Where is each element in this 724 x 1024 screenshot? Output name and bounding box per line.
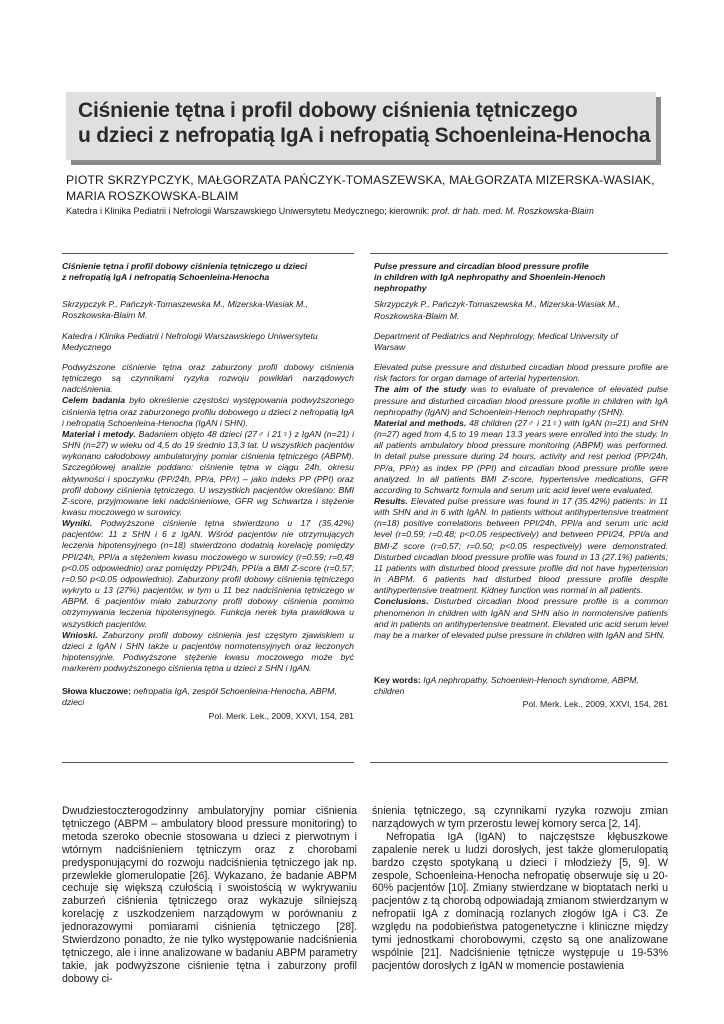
abstract-pl-aim: Celem badania było określenie częstości występowania podwyższonego ciśnienia tętna oraz zaburzonego profilu dobowego u dzieci z nefropatią IgA i nefropatią Schoenleina-Henocha (IgAN i SHN). — [62, 395, 354, 428]
abstract-pl-keywords: Słowa kluczowe: nefropatia IgA, zespół Schoenleina-Henocha, ABPM, dzieci — [62, 686, 337, 708]
abstract-pl-intro: Podwyższone ciśnienie tętna oraz zaburzony profil dobowy ciśnienia tętniczego są czynnikami ryzyka rozwoju powikłań narządowych nadciśnienia. — [62, 361, 354, 395]
abstract-pl-dept-2: Medycznego — [62, 341, 112, 352]
abstract-en-authors-1: Skrzypczyk P., Pańczyk-Tomaszewska M., Mizerska-Wasiak M., — [374, 299, 621, 310]
abstract-en-title-2: in children with IgA nephropathy and Shoenlein-Henoch — [374, 272, 606, 283]
abstract-pl-dept-1: Katedra i Klinika Pediatrii i Nefrologii Warszawskiego Uniwersytetu — [62, 330, 318, 341]
abstract-pl-title-1: Ciśnienie tętna i profil dobowy ciśnienia tętniczego u dzieci — [62, 261, 308, 271]
affiliation-head: prof. dr hab. med. M. Roszkowska-Blaim — [431, 206, 594, 216]
title-box — [66, 92, 656, 160]
abstract-en-dept-1: Department of Pediatrics and Nephrology, Medical University of — [374, 330, 618, 341]
author-list — [66, 172, 666, 204]
affiliation — [66, 205, 666, 217]
abstract-en-keywords: Key words: IgA nephropathy, Schoenlein-Henoch syndrome, ABPM, children — [374, 675, 639, 697]
abstract-polish — [62, 261, 354, 722]
abstract-pl-authors-2: Roszkowska-Blaim M. — [62, 310, 148, 321]
article-title — [78, 98, 650, 148]
abstract-en-authors-2: Roszkowska-Blaim M. — [374, 310, 460, 321]
abstract-en-intro: Elevated pulse pressure and disturbed circadian blood pressure profile are risk factors for organ damage of arterial hypertension. — [374, 362, 668, 384]
article-title-line-1: Ciśnienie tętna i profil dobowy ciśnienia tętniczego — [78, 99, 578, 122]
body-column-right — [372, 805, 668, 973]
abstract-en-title-3: nephropathy — [374, 283, 427, 294]
author-line-2: MARIA ROSZKOWSKA-BLAIM — [66, 189, 239, 203]
abstract-en-dept-2: Warsaw — [374, 341, 406, 352]
abstract-en-methods: Material and methods. 48 children (27♂ i 21♀) with IgAN (n=21) and SHN (n=27) aged from 4,5 to 19 mean 13.3 years were enrolled into the study. In all patients ambulatory blood pressure monitoring (ABPM) was performed. In detail pulse pressure during 24 hours, activity and rest period (PP/24h, PP/a, PP/r) as index PP (PPI) and circadian blood pressure profile were analyzed. In all patients BMI Z-score, hypertensive medications, GFR according to Schwartz formula and serum uric acid level were evaluated. — [374, 417, 668, 495]
abstract-rule-right-top — [370, 253, 668, 254]
abstract-pl-title-2: z nefropatią IgA i nefropatią Schoenleina-Henocha — [62, 272, 270, 283]
abstract-pl-methods: Materiał i metody. Badaniem objęto 48 dzieci (27♂ i 21♀) z IgAN (n=21) i SHN (n=27) w wieku od 4,5 do 19 średnio 13,3 lat. U wszystkich pacjentów wykonano całodobowy ambulatoryjny pomiar ciśnienia tętniczego (ABPM). Szczegółowej analizie poddano: ciśnienie tętna w ciągu 24h, okresu aktywności i spoczynku (PP/24h, PP/a, PP/r) – jako indeks PP (PPI) oraz profil dobowy ciśnienia tętniczego. U wszystkich pacjentów określano: BMI Z-score, przyjmowane leki nadciśnieniowe, GFR wg Schwartza i stężenie kwasu moczowego w surowicy. — [62, 428, 355, 517]
abstract-rule-left-bottom — [62, 762, 354, 763]
author-line-1: PIOTR SKRZYPCZYK, MAŁGORZATA PAŃCZYK-TOMASZEWSKA, MAŁGORZATA MIZERSKA-WASIAK, — [66, 173, 655, 187]
abstract-en-aim: The aim of the study was to evaluate of prevalence of elevated pulse pressure and disturbed circadian blood pressure profile in children with IgA nephropathy (IgAN) and Schoenlein-Henoch nephropathy (SHN). — [374, 384, 668, 417]
abstract-rule-left-top — [62, 253, 354, 254]
abstract-english — [374, 261, 668, 710]
abstract-en-title-1: Pulse pressure and circadian blood pressure profile — [374, 261, 589, 271]
article-title-line-2: u dzieci z nefropatią IgA i nefropatią Schoenleina-Henocha — [78, 124, 651, 147]
abstract-en-conclusions: Conclusions. Disturbed circadian blood pressure profile is a common phenomenon in children with IgAN and SHN also in normotensive patients and in patients on antihypertensive treatment. Elevated uric acid serum level may be a marker of elevated pulse pressure in children with IgAN and SHN. — [374, 596, 668, 640]
abstract-en-citation: Pol. Merk. Lek., 2009, XXVI, 154, 281 — [522, 699, 668, 710]
abstract-en-results: Results. Elevated pulse pressure was found in 17 (35.42%) patients: in 11 with SHN and in 6 with IgAN. In patients without antihypertensive treatment (n=18) positive correlations between PPI/24h, PPI/a and serum uric acid level (r=0.59; r=0.48; p<0.05 respectively) and between PPI/24, PPI/a and BMI-Z score (r=0.57; r=0.50; p<0.05 respectively) were demonstrated. Disturbed circadian blood pressure profile was found in 13 (27.1%) patients; 11 patients with disturbed blood pressure profile did not have hypertension in ABPM. 6 patients had disturbed blood pressure profile despite antihypertensive treatment. Kidney function was normal in all patients. — [374, 495, 668, 596]
body-right-paragraph-1: śnienia tętniczego, są czynnikami ryzyka rozwoju zmian narządowych w tym przerostu lewej komory serca [2, 14]. — [372, 805, 668, 830]
body-left-paragraph-1: Dwudziestoczterogodzinny ambulatoryjny pomiar ciśnienia tętniczego (ABPM – ambulatory blood pressure monitoring) to metoda szeroko obecnie stosowana u dzieci z pierwotnym i wtórnym nadciśnieniem tętniczym oraz z chorobami predysponującymi do rozwoju nadciśnienia tętniczego jak np. przewlekłe glomerulopatie [26]. Wykazano, że badanie ABPM cechuje się większą czułością i swoistością w wykrywaniu zaburzeń ciśnienia tętniczego oraz wykazuje silniejszą korelację z uszkodzeniem narządowym w porównaniu z jednorazowymi pomiarami ciśnienia tętniczego [28]. Stwierdzono ponadto, że nie tylko występowanie nadciśnienia tętniczego, ale i inne analizowane w badaniu ABPM parametry takie, jak podwyższone ciśnienie tętna i zaburzony profil dobowy ci- — [62, 805, 357, 985]
body-right-paragraph-2: Nefropatia IgA (IgAN) to najczęstsze kłębuszkowe zapalenie nerek u ludzi dorosłych, jest także glomerulopatią bardzo często spotykaną u dzieci i młodzieży [5, 9]. W zespole, Schoenleina-Henocha nefropatię obserwuje się u 20-60% pacjentów [10]. Zmiany stwierdzane w bioptatach nerki u pacjentów z tą chorobą odpowiadają zmianom stwierdzanym w nefropatii IgA z dominacją rozlanych złogów IgA i C3. Ze względu na podobieństwa patogenetyczne i kliniczne między tymi jednostkami chorobowymi, często są one analizowane wspólnie [21]. Nadciśnienie tętnicze występuje u 19-53% pacjentów dorosłych z IgAN w momencie postawienia — [372, 830, 668, 972]
affiliation-text: Katedra i Klinika Pediatrii i Nefrologii Warszawskiego Uniwersytetu Medycznego; kierownik: — [66, 206, 432, 216]
abstract-rule-right-bottom — [370, 762, 668, 763]
abstract-pl-conclusions: Wnioski. Zaburzony profil dobowy ciśnienia jest częstym zjawiskiem u dzieci z IgAN i SHN także u pacjentów normotensyjnych oraz leczonych hipotensyjnie. Podwyższone stężenie kwasu moczowego może być markerem podwyższonego ciśnienia tętna u dzieci z SHN i IgAN. — [62, 629, 354, 674]
abstract-pl-citation: Pol. Merk. Lek., 2009, XXVI, 154, 281 — [208, 710, 354, 721]
body-column-left — [62, 805, 357, 986]
abstract-pl-authors-1: Skrzypczyk P., Pańczyk-Tomaszewska M., Mizerska-Wasiak M., — [62, 299, 309, 310]
abstract-pl-results: Wyniki. Podwyższone ciśnienie tętna stwierdzono u 17 (35,42%) pacjentów: 11 z SHN i 6 z IgAN. Wśród pacjentów nie otrzymujących leczenia hipotensyjnego (n=18) stwierdzono dodatnią korelację pomiędzy PPI/24h, PPI/a a stężeniem kwasu moczowego w surowicy (r=0.59; r=0,48 p<0.05 odpowiednio) oraz pomiędzy PPI/24h, PPI/a a BMI Z-score (r=0.57; r=0.50 p<0.05 odpowiednio). Zaburzony profil dobowy ciśnienia tętniczego wykryto u 13 (27%) pacjentów, w tym u 11 bez nadciśnienia tętniczego w ABPM. 6 pacjentów miało zaburzony profil dobowy ciśnienia pomimo otrzymywania leczenia hipotensyjnego. Funkcja nerek była prawidłowa u wszystkich pacjentów. — [62, 518, 354, 629]
